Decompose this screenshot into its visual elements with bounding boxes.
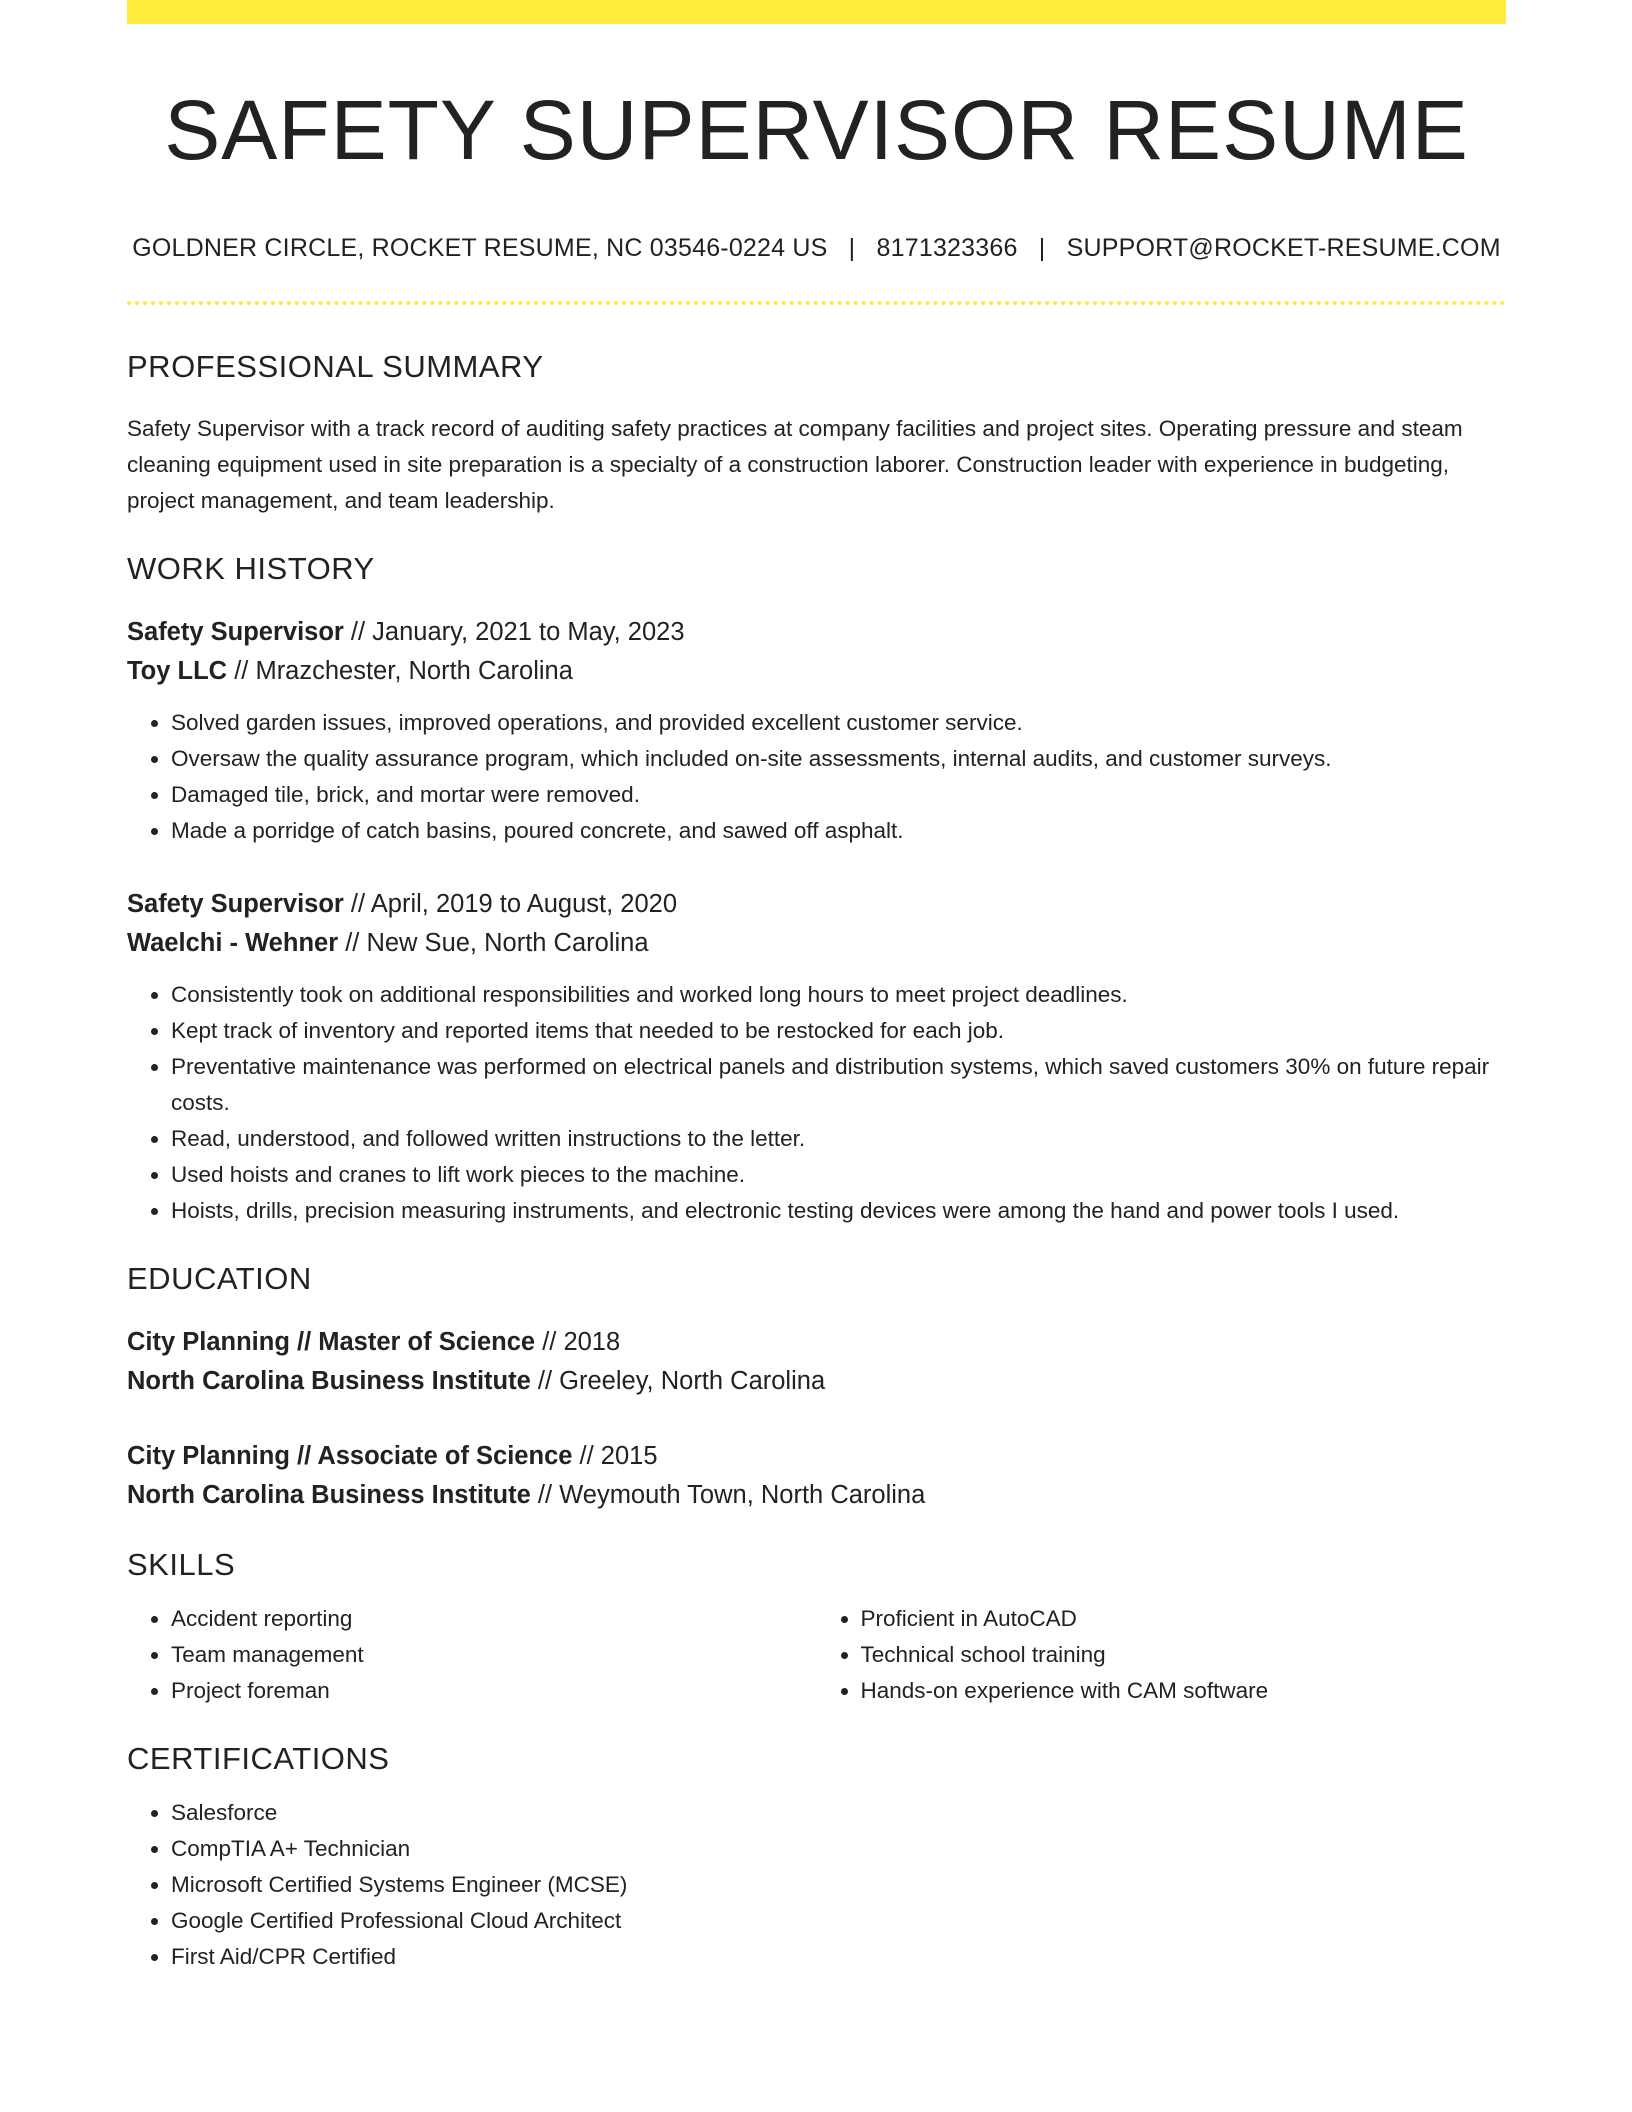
- list-item: • Solved garden issues, improved operations, and provided excellent customer service.: [171, 705, 1506, 741]
- job-entry: [127, 885, 1506, 1229]
- job-location: // New Sue, North Carolina: [338, 929, 649, 958]
- degree: City Planning // Master of Science: [127, 1328, 536, 1357]
- skills-list-right: [817, 1601, 1507, 1709]
- list-item: • Kept track of inventory and reported items that needed to be restocked for each job.: [171, 1013, 1506, 1049]
- list-item: • CompTIA A+ Technician: [171, 1831, 1506, 1867]
- work-history-heading: WORK HISTORY: [127, 551, 375, 587]
- contact-email: SUPPORT@ROCKET-RESUME.COM: [1066, 234, 1501, 263]
- degree-year: // 2015: [572, 1442, 658, 1471]
- school-line: [127, 1362, 1506, 1401]
- job-title-line: [127, 885, 1506, 924]
- job-title-line: [127, 613, 1506, 652]
- certifications-section: [127, 1741, 1506, 1975]
- job-location: // Mrazchester, North Carolina: [227, 657, 573, 686]
- list-item: • Proficient in AutoCAD: [861, 1601, 1507, 1637]
- contact-phone: 8171323366: [876, 234, 1018, 263]
- degree-line: [127, 1437, 1506, 1476]
- summary-section: [127, 349, 1506, 519]
- school: North Carolina Business Institute: [127, 1367, 531, 1396]
- school-location: // Weymouth Town, North Carolina: [530, 1481, 926, 1510]
- job-company: Waelchi - Wehner: [127, 929, 339, 958]
- list-item: • Made a porridge of catch basins, poured concrete, and sawed off asphalt.: [171, 813, 1506, 849]
- school-location: // Greeley, North Carolina: [530, 1367, 826, 1396]
- list-item: • Used hoists and cranes to lift work pieces to the machine.: [171, 1157, 1506, 1193]
- list-item: • Accident reporting: [171, 1601, 817, 1637]
- list-item: • Project foreman: [171, 1673, 817, 1709]
- job-dates: // January, 2021 to May, 2023: [343, 618, 685, 647]
- list-item: • Hoists, drills, precision measuring instruments, and electronic testing devices were among the hand and power tools I used.: [171, 1193, 1506, 1229]
- education-entry: [127, 1437, 1506, 1515]
- job-company: Toy LLC: [127, 657, 228, 686]
- job-place-line: [127, 652, 1506, 691]
- job-title: Safety Supervisor: [127, 890, 344, 919]
- degree: City Planning // Associate of Science: [127, 1442, 573, 1471]
- job-bullets: [127, 977, 1506, 1229]
- job-entry: [127, 613, 1506, 849]
- list-item: • Team management: [171, 1637, 817, 1673]
- education-entry: [127, 1323, 1506, 1401]
- work-history-section: [127, 551, 1506, 1229]
- skills-heading: SKILLS: [127, 1547, 236, 1583]
- education-heading: EDUCATION: [127, 1261, 312, 1297]
- degree-line: [127, 1323, 1506, 1362]
- certifications-list: [127, 1795, 1506, 1975]
- job-dates: // April, 2019 to August, 2020: [343, 890, 677, 919]
- list-item: • Oversaw the quality assurance program, which included on-site assessments, internal audits, and customer surveys.: [171, 741, 1506, 777]
- list-item: • Damaged tile, brick, and mortar were removed.: [171, 777, 1506, 813]
- list-item: • Google Certified Professional Cloud Architect: [171, 1903, 1506, 1939]
- skills-section: [127, 1547, 1506, 1709]
- summary-text: Safety Supervisor with a track record of auditing safety practices at company facilities and project sites. Operating pressure and steam cleaning equipment used in site preparation is a specialty of a construction laborer. Construction leader with experience in budgeting, project management, and team leadership.: [127, 416, 1463, 514]
- list-item: • Technical school training: [861, 1637, 1507, 1673]
- contact-separator: |: [1038, 234, 1046, 263]
- job-title: Safety Supervisor: [127, 618, 344, 647]
- contact-address: GOLDNER CIRCLE, ROCKET RESUME, NC 03546-0224 US: [132, 234, 828, 263]
- school: North Carolina Business Institute: [127, 1481, 531, 1510]
- skills-list-left: [127, 1601, 817, 1709]
- resume-page: [127, 0, 1506, 1975]
- dotted-divider: [127, 301, 1506, 305]
- list-item: • Microsoft Certified Systems Engineer (MCSE): [171, 1867, 1506, 1903]
- skills-grid: [127, 1601, 1506, 1709]
- list-item: • Read, understood, and followed written instructions to the letter.: [171, 1121, 1506, 1157]
- job-bullets: [127, 705, 1506, 849]
- list-item: • Hands-on experience with CAM software: [861, 1673, 1507, 1709]
- education-section: [127, 1261, 1506, 1515]
- contact-separator: |: [848, 234, 856, 263]
- job-place-line: [127, 924, 1506, 963]
- list-item: • Consistently took on additional responsibilities and worked long hours to meet project deadlines.: [171, 977, 1506, 1013]
- list-item: • Preventative maintenance was performed on electrical panels and distribution systems, which saved customers 30% on future repair costs.: [171, 1049, 1506, 1121]
- list-item: • Salesforce: [171, 1795, 1506, 1831]
- summary-heading: PROFESSIONAL SUMMARY: [127, 349, 544, 385]
- contact-line: [127, 234, 1506, 263]
- certifications-heading: CERTIFICATIONS: [127, 1741, 390, 1777]
- school-line: [127, 1476, 1506, 1515]
- degree-year: // 2018: [535, 1328, 621, 1357]
- list-item: • First Aid/CPR Certified: [171, 1939, 1506, 1975]
- page-title: SAFETY SUPERVISOR RESUME: [164, 83, 1469, 177]
- accent-top-bar: [127, 0, 1506, 24]
